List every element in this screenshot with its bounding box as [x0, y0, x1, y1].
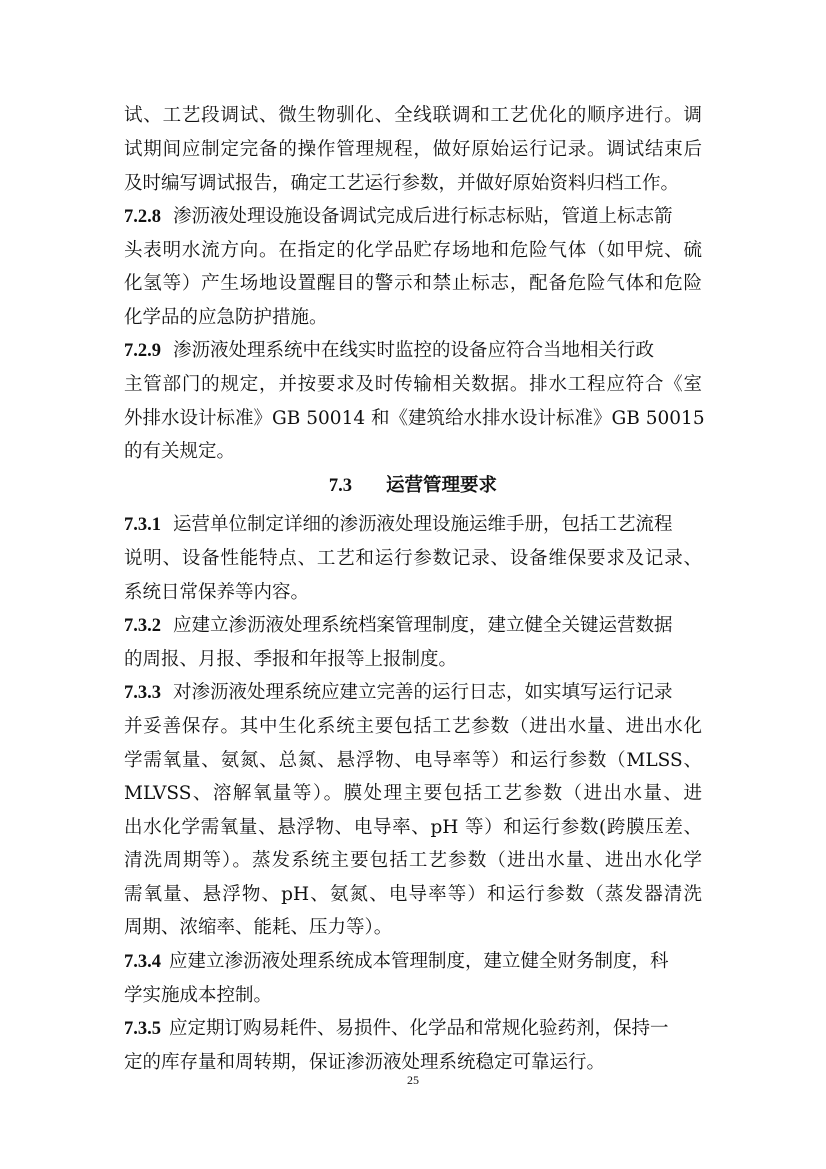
clause-7-3-4-line — [124, 950, 702, 974]
section-number: 7.3 — [328, 476, 353, 496]
clause-7-3-3-line: MLVSS、溶解氧量等）。膜处理主要包括工艺参数（进出水量、进 — [124, 783, 702, 804]
clause-7-3-3-line: 需氧量、悬浮物、pH、氨氮、电导率等）和运行参数（蒸发器清洗 — [124, 884, 702, 905]
clause-text: 运营单位制定详细的渗沥液处理设施运维手册，包括工艺流程 — [173, 514, 673, 535]
clause-7-2-9-line: 外排水设计标准》GB 50014 和《建筑给水排水设计标准》GB 50015 — [124, 408, 705, 429]
clause-number: 7.3.4 — [124, 952, 161, 972]
clause-7-3-5-line — [124, 1017, 702, 1041]
clause-7-3-3-line: 清洗周期等）。蒸发系统主要包括工艺参数（进出水量、进出水化学 — [124, 850, 702, 871]
clause-text: 应定期订购易耗件、易损件、化学品和常规化验药剂，保持一 — [169, 1018, 669, 1039]
clause-number: 7.2.9 — [124, 341, 161, 361]
clause-7-3-1-line — [124, 513, 702, 537]
clause-7-2-8-line — [124, 205, 702, 229]
clause-text: 渗沥液处理系统中在线实时监控的设备应符合当地相关行政 — [173, 340, 655, 361]
clause-text: 对渗沥液处理系统应建立完善的运行日志，如实填写运行记录 — [173, 682, 673, 703]
clause-7-3-5-line: 定的库存量和周转期，保证渗沥液处理系统稳定可靠运行。 — [124, 1052, 606, 1073]
clause-7-2-9-line: 的有关规定。 — [124, 441, 236, 462]
clause-text: 渗沥液处理设施设备调试完成后进行标志标贴，管道上标志箭 — [173, 206, 673, 227]
clause-7-3-1-line: 系统日常保养等内容。 — [124, 582, 310, 603]
clause-7-3-3-line — [124, 681, 702, 705]
clause-7-2-8-line: 化氢等）产生场地设置醒目的警示和禁止标志，配备危险气体和危险 — [124, 273, 702, 294]
clause-7-2-9-line — [124, 339, 702, 363]
clause-7-3-2-line: 的周报、月报、季报和年报等上报制度。 — [124, 649, 458, 670]
clause-number: 7.3.3 — [124, 683, 161, 703]
clause-7-3-3-line: 出水化学需氧量、悬浮物、电导率、pH 等）和运行参数(跨膜压差、 — [124, 817, 702, 838]
clause-7-3-3-line: 学需氧量、氨氮、总氮、悬浮物、电导率等）和运行参数（MLSS、 — [124, 750, 702, 771]
clause-7-3-2-line — [124, 614, 702, 638]
clause-7-3-3-line: 周期、浓缩率、能耗、压力等）。 — [124, 917, 393, 938]
section-heading — [124, 474, 702, 498]
clause-number: 7.3.5 — [124, 1019, 161, 1039]
clause-7-2-9-line: 主管部门的规定，并按要求及时传输相关数据。排水工程应符合《室 — [124, 374, 702, 395]
clause-7-3-3-line: 并妥善保存。其中生化系统主要包括工艺参数（进出水量、进出水化 — [124, 716, 702, 737]
page-number: 25 — [407, 1073, 419, 1087]
clause-7-2-8-line: 化学品的应急防护措施。 — [124, 307, 328, 328]
clause-7-3-4-line: 学实施成本控制。 — [124, 985, 273, 1006]
clause-number: 7.3.2 — [124, 616, 161, 636]
section-title: 运营管理要求 — [386, 475, 498, 496]
clause-number: 7.3.1 — [124, 515, 161, 535]
paragraph-line: 试期间应制定完备的操作管理规程，做好原始运行记录。调试结束后 — [124, 139, 702, 160]
paragraph-line: 试、工艺段调试、微生物驯化、全线联调和工艺优化的顺序进行。调 — [124, 105, 702, 126]
clause-7-2-8-line: 头表明水流方向。在指定的化学品贮存场地和危险气体（如甲烷、硫 — [124, 240, 702, 261]
clause-text: 应建立渗沥液处理系统档案管理制度，建立健全关键运营数据 — [173, 615, 673, 636]
paragraph-line: 及时编写调试报告，确定工艺运行参数，并做好原始资料归档工作。 — [124, 173, 680, 194]
clause-text: 应建立渗沥液处理系统成本管理制度，建立健全财务制度，科 — [169, 951, 669, 972]
clause-7-3-1-line: 说明、设备性能特点、工艺和运行参数记录、设备维保要求及记录、 — [124, 548, 702, 569]
clause-number: 7.2.8 — [124, 207, 161, 227]
